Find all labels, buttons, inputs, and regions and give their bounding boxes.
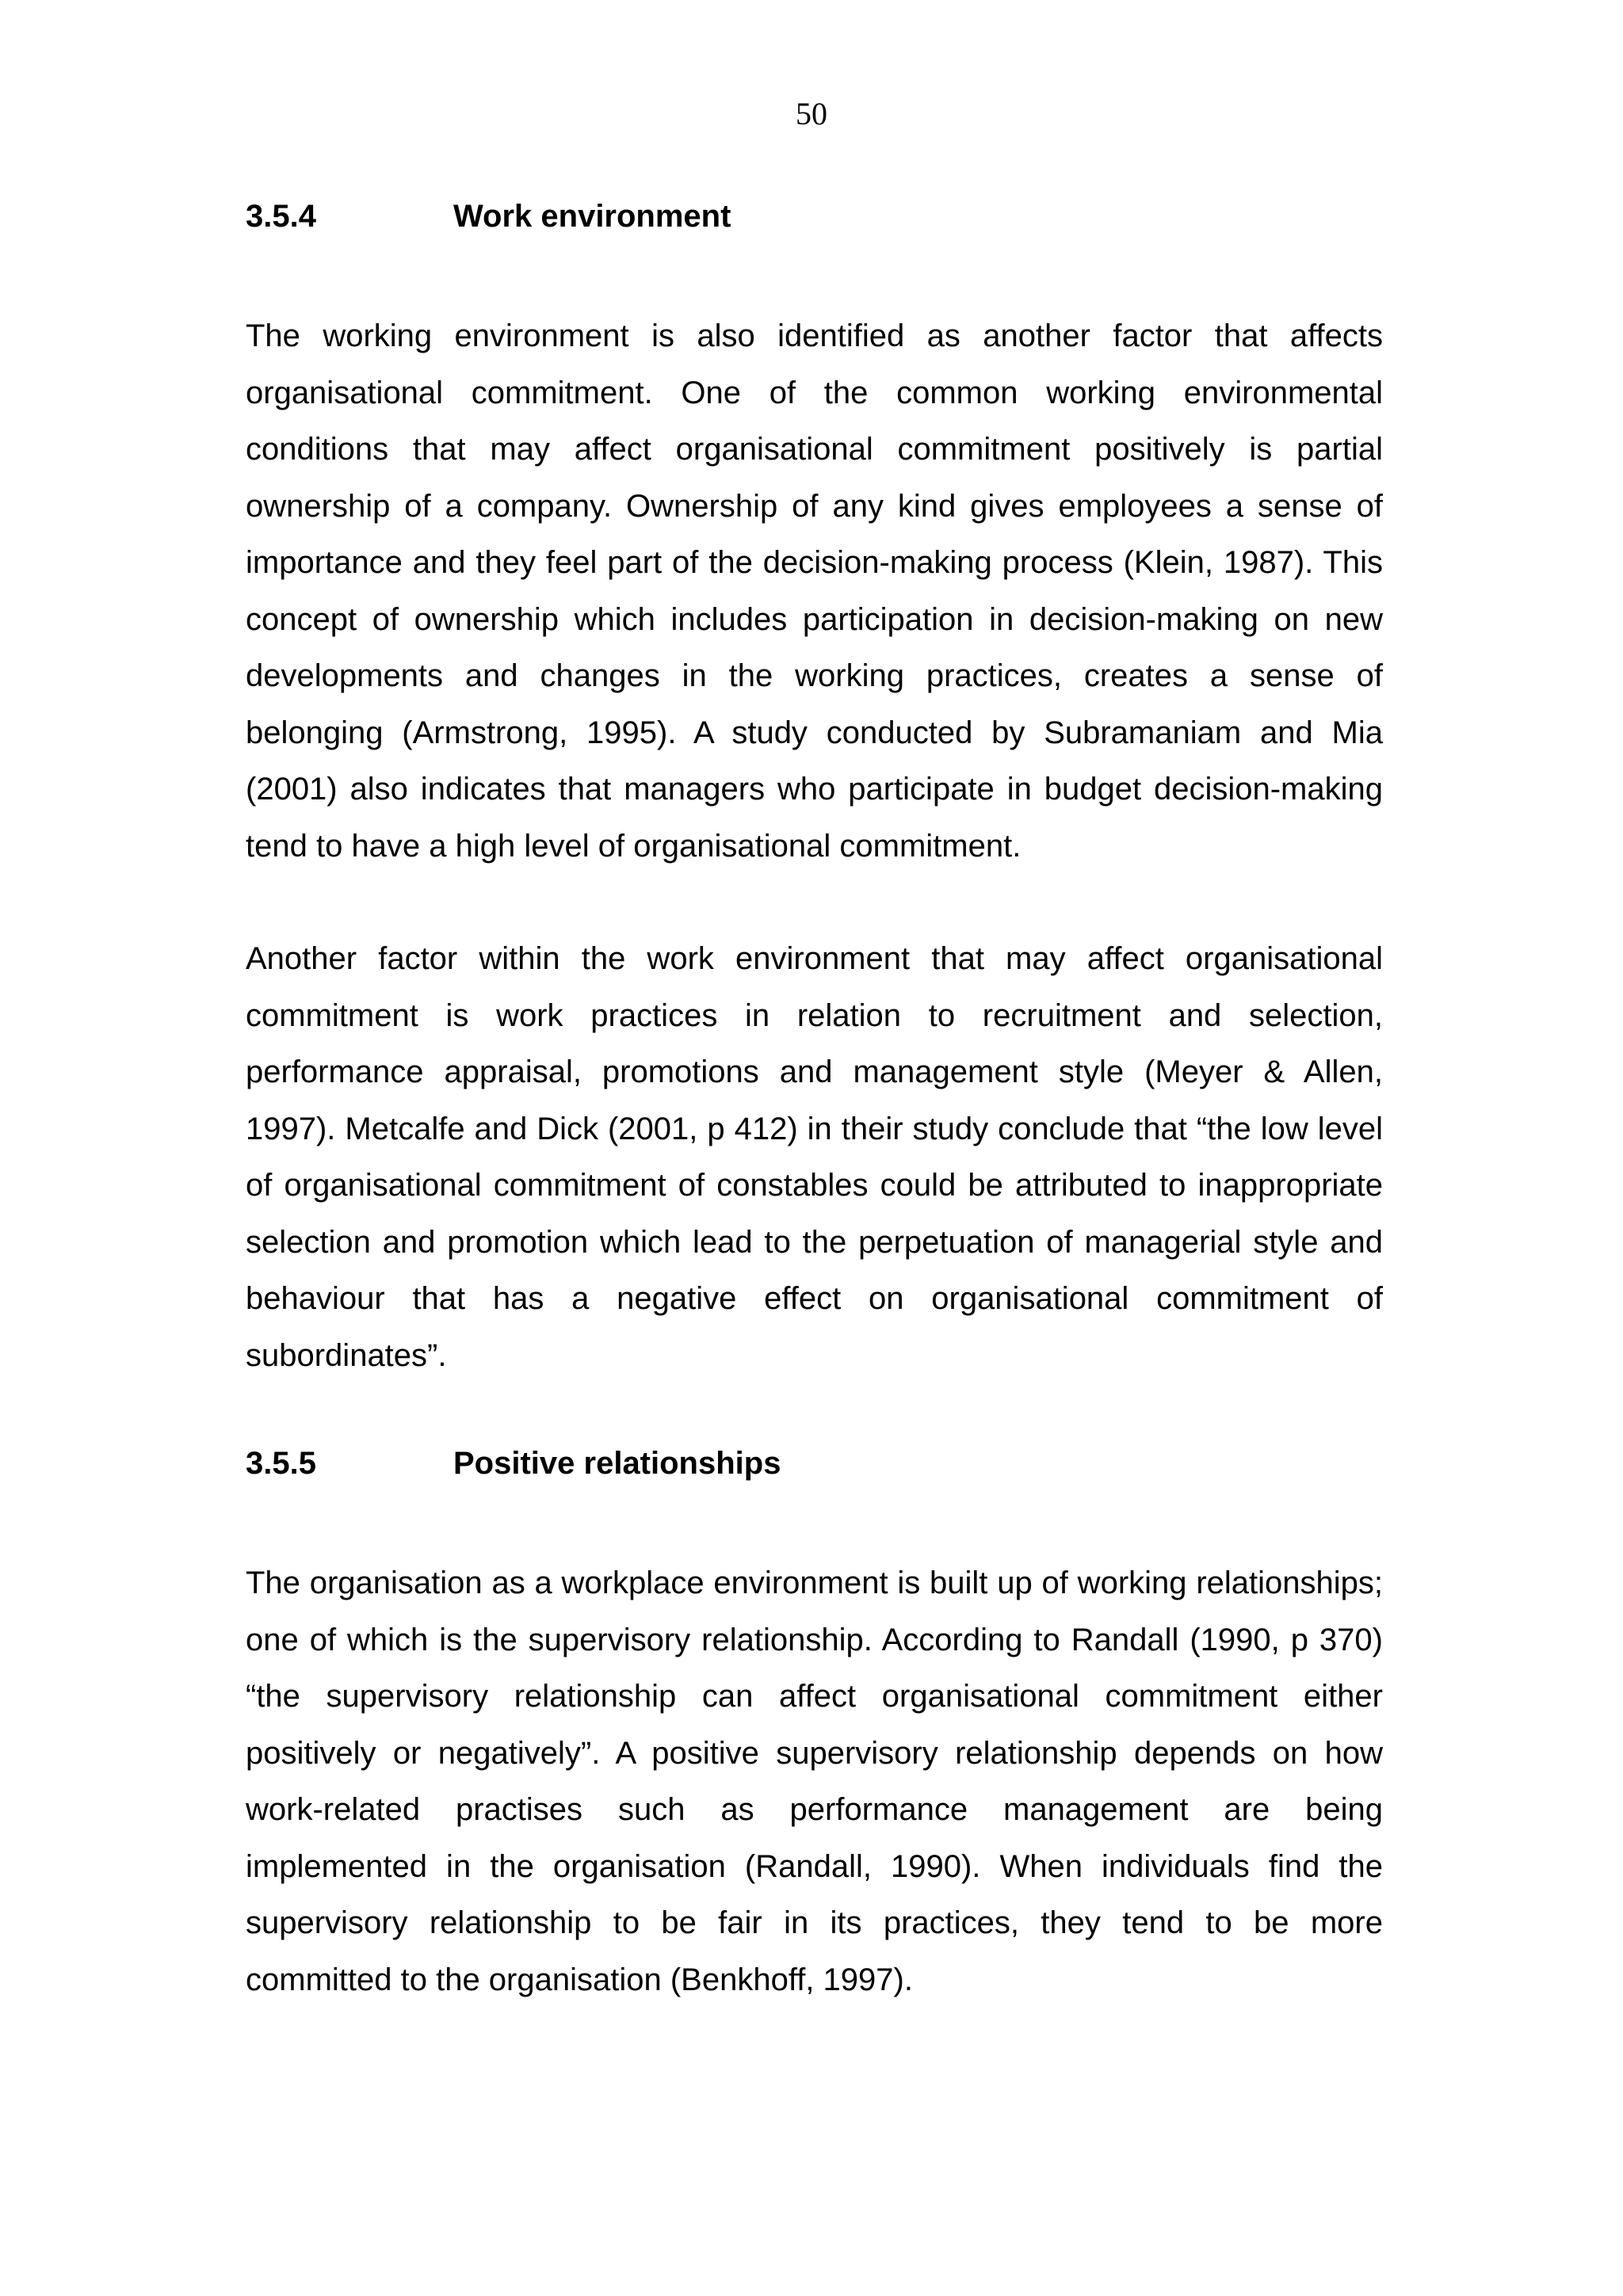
section-heading-3-5-5 [246, 1441, 1383, 1486]
section-title: Work environment [453, 199, 731, 234]
page-content [246, 194, 1383, 2008]
paragraph: The working environment is also identified as another factor that affects organisational commitment. One of the common working environmental conditions that may affect organisational commitment positively is partial ownership of a company. Ownership of any kind gives employees a sense of importance and they feel part of the decision-making process (Klein, 1987). This concept of ownership which includes participation in decision-making on new developments and changes in the working practices, creates a sense of belonging (Armstrong, 1995). A study conducted by Subramaniam and Mia (2001) also indicates that managers who participate in budget decision-making tend to have a high level of organisational commitment. [246, 318, 1383, 864]
section-number: 3.5.5 [246, 1446, 316, 1481]
section-heading-3-5-4 [246, 194, 1383, 238]
section-number: 3.5.4 [246, 199, 316, 234]
paragraph: Another factor within the work environment that may affect organisational commitment is work practices in relation to recruitment and selection, performance appraisal, promotions and management style (Meyer & Allen, 1997). Metcalfe and Dick (2001, p 412) in their study conclude that “the low level of organisational commitment of constables could be attributed to inappropriate selection and promotion which lead to the perpetuation of managerial style and behaviour that has a negative effect on organisational commitment of subordinates”. [246, 941, 1383, 1373]
section-title: Positive relationships [453, 1446, 781, 1481]
page-number: 50 [796, 96, 827, 132]
paragraph: The organisation as a workplace environment is built up of working relationships; one of which is the supervisory relationship. According to Randall (1990, p 370) “the supervisory relationship can affect organisational commitment either positively or negatively”. A positive supervisory relationship depends on how work-related practises such as performance management are being implemented in the organisation (Randall, 1990). When individuals find the supervisory relationship to be fair in its practices, they tend to be more committed to the organisation (Benkhoff, 1997). [246, 1566, 1383, 1997]
